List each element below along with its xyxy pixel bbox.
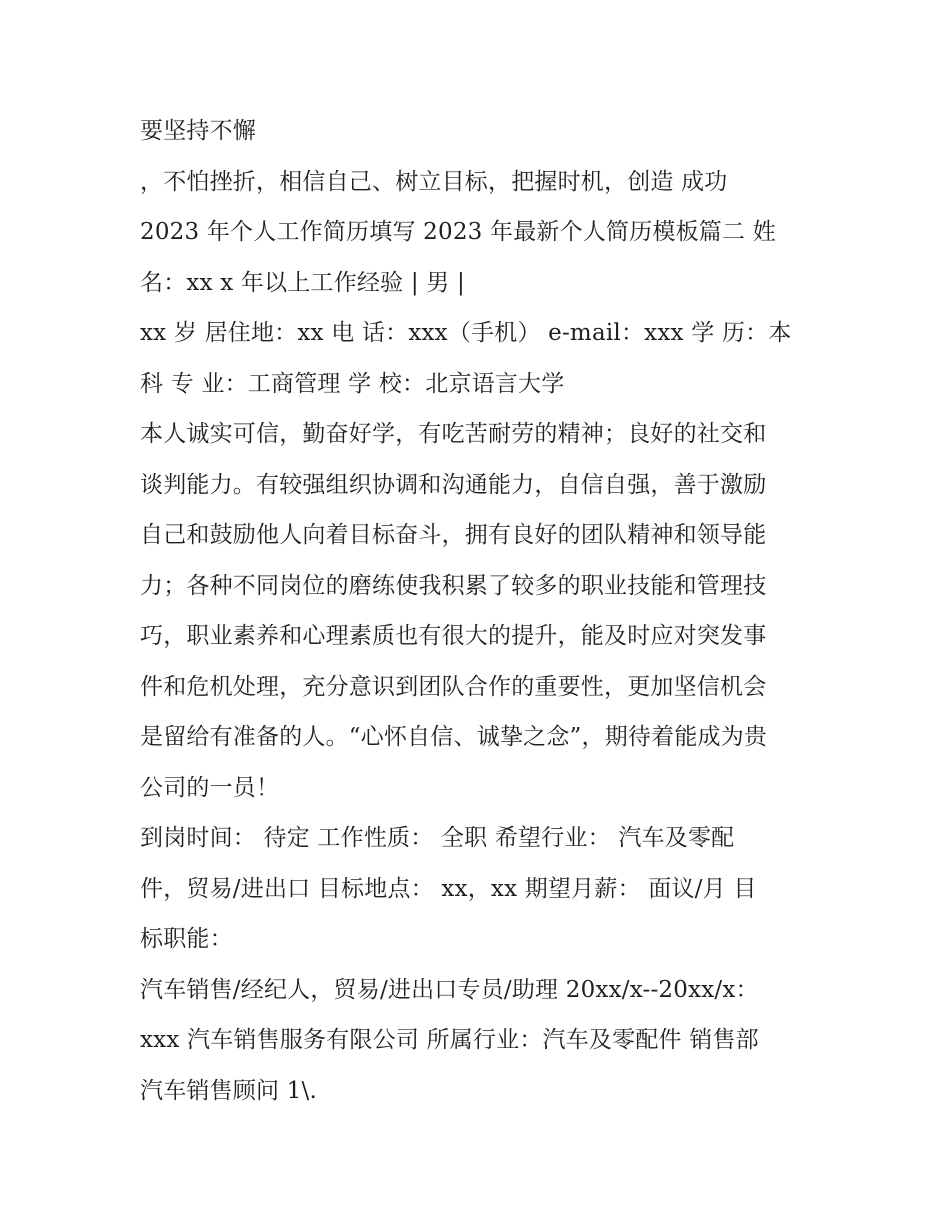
text-line: 本人诚实可信，勤奋好学，有吃苦耐劳的精神；良好的社交和 xyxy=(140,421,767,447)
text-line: 谈判能力。有较强组织协调和沟通能力，自信自强，善于激励 xyxy=(140,471,767,498)
text-line: 是留给有准备的人。“心怀自信、诚挚之念”，期待着能成为贵 xyxy=(140,724,768,750)
text-line: 汽车销售顾问 1\. xyxy=(140,1077,318,1104)
text-line: 自己和鼓励他人向着目标奋斗，拥有良好的团队精神和领导能 xyxy=(140,522,767,548)
text-line: 巧，职业素养和心理素质也有很大的提升，能及时应对突发事 xyxy=(140,623,767,649)
text-line: 标职能： xyxy=(140,926,233,952)
text-line: 汽车销售/经纪人，贸易/进出口专员/助理 20xx/x--20xx/x： xyxy=(140,976,759,1003)
text-line: xxx 汽车销售服务有限公司 所属行业：汽车及零配件 销售部 xyxy=(140,1027,759,1053)
text-line: 件和危机处理，充分意识到团队合作的重要性，更加坚信机会 xyxy=(140,673,767,700)
text-line: 力；各种不同岗位的磨练使我积累了较多的职业技能和管理技 xyxy=(140,572,767,599)
text-line: ，不怕挫折，相信自己、树立目标，把握时机，创造 成功 xyxy=(140,168,728,195)
text-line: 到岗时间： 待定 工作性质： 全职 希望行业： 汽车及零配 xyxy=(140,825,735,851)
document-body xyxy=(140,106,820,1116)
text-line: 要坚持不懈 xyxy=(140,118,256,144)
text-line: xx 岁 居住地：xx 电 话：xxx（手机） e-mail：xxx 学 历：本 xyxy=(140,320,792,346)
text-line: 件，贸易/进出口 目标地点： xx，xx 期望月薪： 面议/月 目 xyxy=(140,875,757,902)
text-line: 2023 年个人工作简历填写 2023 年最新个人简历模板篇二 姓 xyxy=(140,219,776,245)
text-line: 公司的一员！ xyxy=(140,774,280,801)
text-line: 名：xx x 年以上工作经验 | 男 | xyxy=(140,269,465,296)
text-line: 科 专 业：工商管理 学 校：北京语言大学 xyxy=(140,370,565,397)
